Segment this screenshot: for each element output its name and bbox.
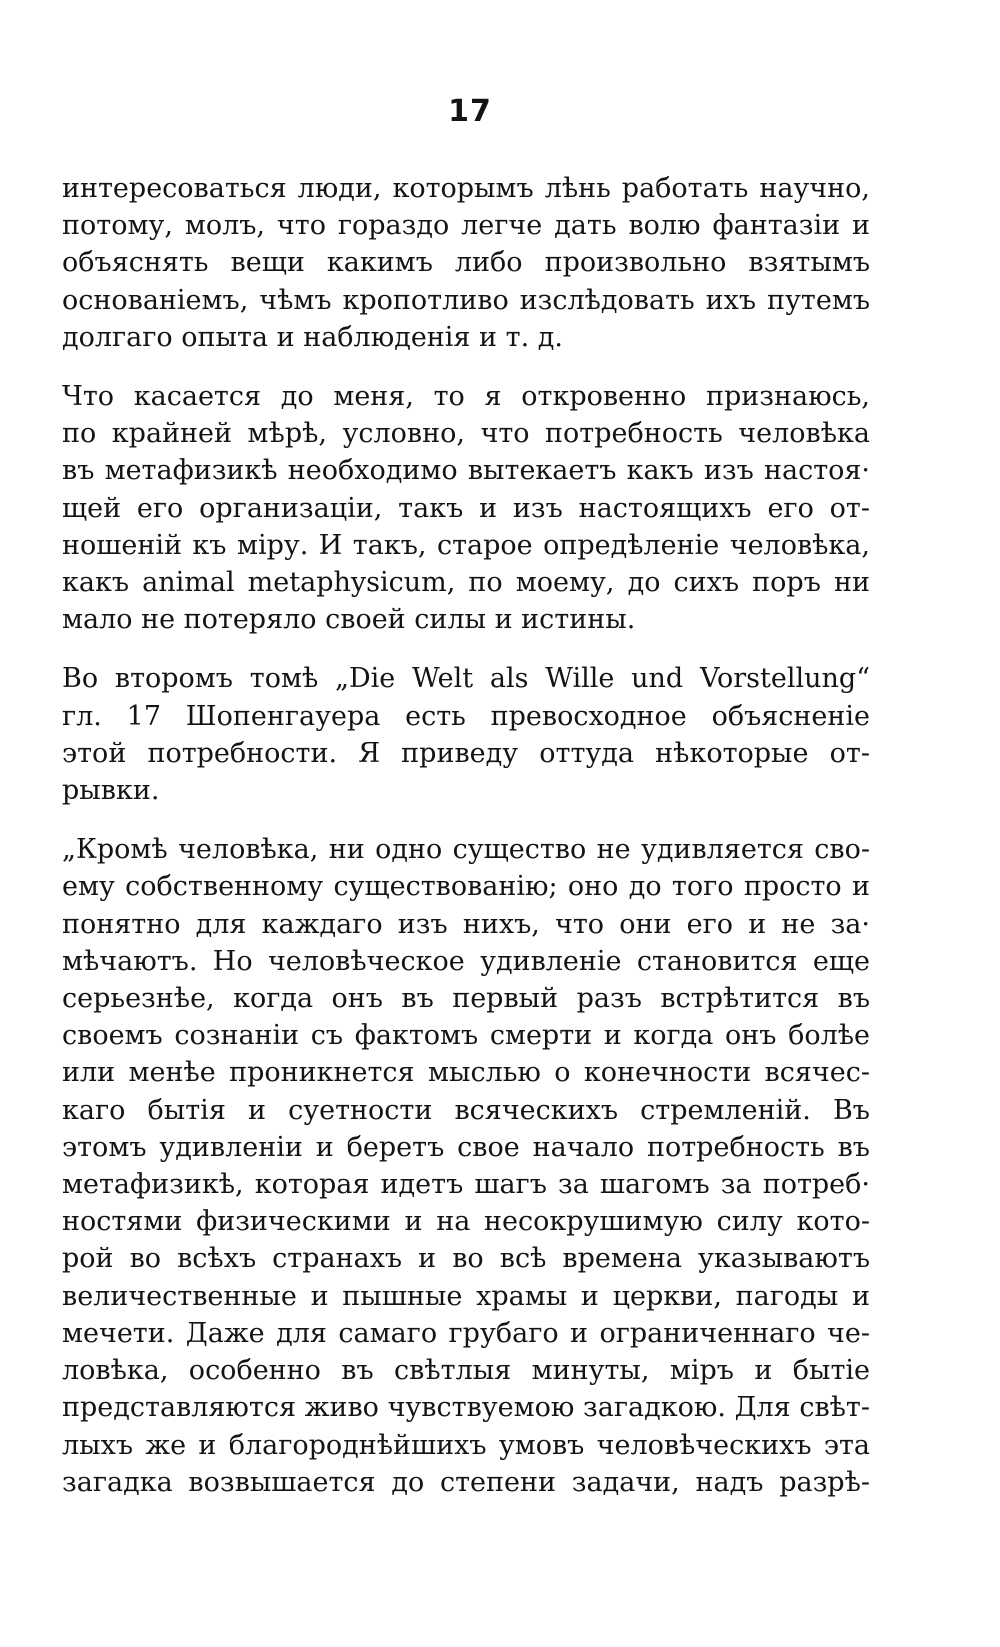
text-line: или менѣе проникнется мыслью о конечности всячес- xyxy=(62,1057,870,1089)
text-line: объяснять вещи какимъ либо произвольно взятымъ xyxy=(62,247,870,279)
text-line: своемъ сознаніи съ фактомъ смерти и когда онъ болѣе xyxy=(62,1020,870,1052)
text-line: потому, молъ, что гораздо легче дать волю фантазіи и xyxy=(62,210,870,242)
paragraph-3 xyxy=(62,660,870,809)
text-line: каго бытія и суетности всяческихъ стремленій. Въ xyxy=(62,1094,870,1126)
text-line: щей его организаціи, такъ и изъ настоящихъ его от- xyxy=(62,492,870,524)
text-line: серьезнѣе, когда онъ въ первый разъ встрѣтится въ xyxy=(62,983,870,1015)
text-line: рывки. xyxy=(62,775,160,807)
body-text xyxy=(62,170,870,1501)
paragraph-4-quote xyxy=(62,831,870,1501)
text-line: мечети. Даже для самаго грубаго и ограниченнаго че- xyxy=(62,1317,870,1349)
text-line: интересоваться люди, которымъ лѣнь работать научно, xyxy=(62,173,870,204)
text-line: „Кромѣ человѣка, ни одно существо не удивляется сво- xyxy=(62,834,870,866)
text-line: рой во всѣхъ странахъ и во всѣ времена указываютъ xyxy=(62,1243,870,1275)
text-line: въ метафизикѣ необходимо вытекаетъ какъ изъ настоя· xyxy=(62,455,870,487)
paragraph-1 xyxy=(62,170,870,356)
text-line: ловѣка, особенно въ свѣтлыя минуты, міръ и бытіе xyxy=(62,1355,870,1387)
text-line: Что касается до меня, то я откровенно признаюсь, xyxy=(62,381,870,413)
text-line: мѣчаютъ. Но человѣческое удивленіе становится еще xyxy=(62,945,870,977)
text-line: Во второмъ томѣ „Die Welt als Wille und Vorstellung“ xyxy=(62,663,870,695)
text-line: лыхъ же и благороднѣйшихъ умовъ человѣческихъ эта xyxy=(62,1429,870,1461)
text-line: гл. 17 Шопенгауера есть превосходное объясненіе xyxy=(62,700,870,732)
text-line: загадка возвышается до степени задачи, надъ разрѣ- xyxy=(62,1466,870,1498)
text-line: метафизикѣ, которая идетъ шагъ за шагомъ за потреб· xyxy=(62,1169,870,1201)
text-line: основаніемъ, чѣмъ кропотливо изслѣдовать ихъ путемъ xyxy=(62,284,870,316)
page-number: 17 xyxy=(448,94,492,129)
text-line: мало не потеряло своей силы и истины. xyxy=(62,604,636,636)
text-line: какъ animal metaphysicum, по моему, до сихъ поръ ни xyxy=(62,567,870,599)
text-line: этомъ удивленіи и беретъ свое начало потребность въ xyxy=(62,1131,870,1163)
text-line: ностями физическими и на несокрушимую силу кото- xyxy=(62,1206,870,1238)
text-line: по крайней мѣрѣ, условно, что потребность человѣка xyxy=(62,418,870,450)
text-line: представляются живо чувствуемою загадкою. Для свѣт- xyxy=(62,1392,870,1424)
paragraph-2 xyxy=(62,378,870,638)
text-line: долгаго опыта и наблюденія и т. д. xyxy=(62,321,563,353)
text-line: ношеній къ міру. И такъ, старое опредѣленіе человѣка, xyxy=(62,529,870,561)
text-line: ему собственному существованію; оно до того просто и xyxy=(62,871,870,903)
text-line: понятно для каждаго изъ нихъ, что они его и не за· xyxy=(62,908,870,940)
text-line: величественные и пышные храмы и церкви, пагоды и xyxy=(62,1280,870,1312)
text-line: этой потребности. Я приведу оттуда нѣкоторые от- xyxy=(62,737,870,769)
